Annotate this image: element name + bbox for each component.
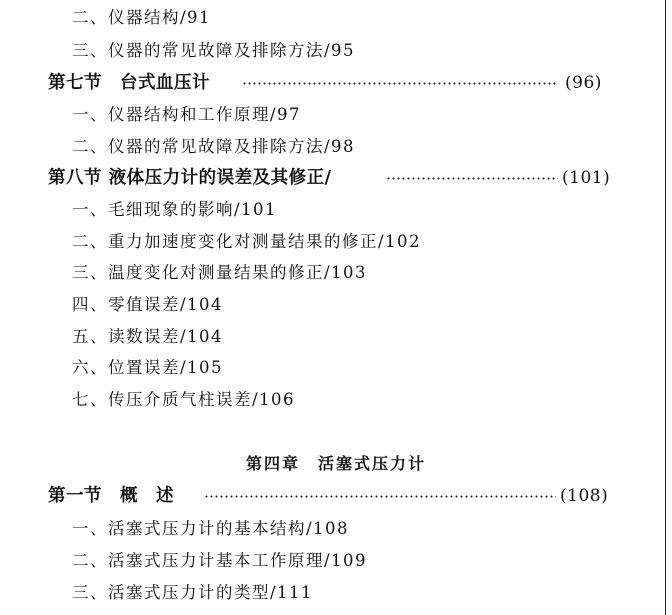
toc-entry: 五、读数误差/104	[72, 327, 224, 346]
section-title-text: 第七节 台式血压计	[48, 73, 210, 93]
page-edge-line	[665, 0, 666, 615]
toc-entry: 二、活塞式压力计基本工作原理/109	[72, 551, 368, 570]
toc-entry: 三、仪器的常见故障及排除方法/95	[72, 41, 356, 60]
toc-entry: 一、仪器结构和工作原理/97	[72, 105, 302, 124]
toc-entry: 二、重力加速度变化对测量结果的修正/102	[72, 232, 422, 251]
toc-entry: 三、活塞式压力计的类型/111	[72, 583, 314, 602]
toc-entry: 七、传压介质气柱误差/106	[72, 390, 296, 409]
section-title-text: 第八节 液体压力计的误差及其修正/	[48, 168, 332, 188]
toc-entry: 一、活塞式压力计的基本结构/108	[72, 519, 350, 538]
toc-entry: 二、仪器结构/91	[72, 8, 212, 27]
section-page-number: (96)	[565, 73, 602, 93]
toc-entry: 四、零值误差/104	[72, 295, 224, 314]
toc-entry: 二、仪器的常见故障及排除方法/98	[72, 137, 356, 156]
section-page-number: (101)	[562, 168, 611, 188]
toc-entry: 一、毛细现象的影响/101	[72, 200, 278, 219]
leader-dots	[204, 495, 556, 498]
section-title-text: 第一节 概 述	[48, 486, 174, 506]
toc-entry: 三、温度变化对测量结果的修正/103	[72, 263, 368, 282]
section-page-number: (108)	[560, 486, 609, 506]
toc-section-title	[48, 167, 331, 189]
toc-entry: 六、位置误差/105	[72, 358, 224, 377]
toc-section-title	[48, 485, 174, 507]
leader-dots	[242, 82, 558, 85]
chapter-heading: 第四章 活塞式压力计	[245, 454, 426, 473]
toc-section-title	[48, 72, 210, 94]
leader-dots	[386, 177, 558, 180]
